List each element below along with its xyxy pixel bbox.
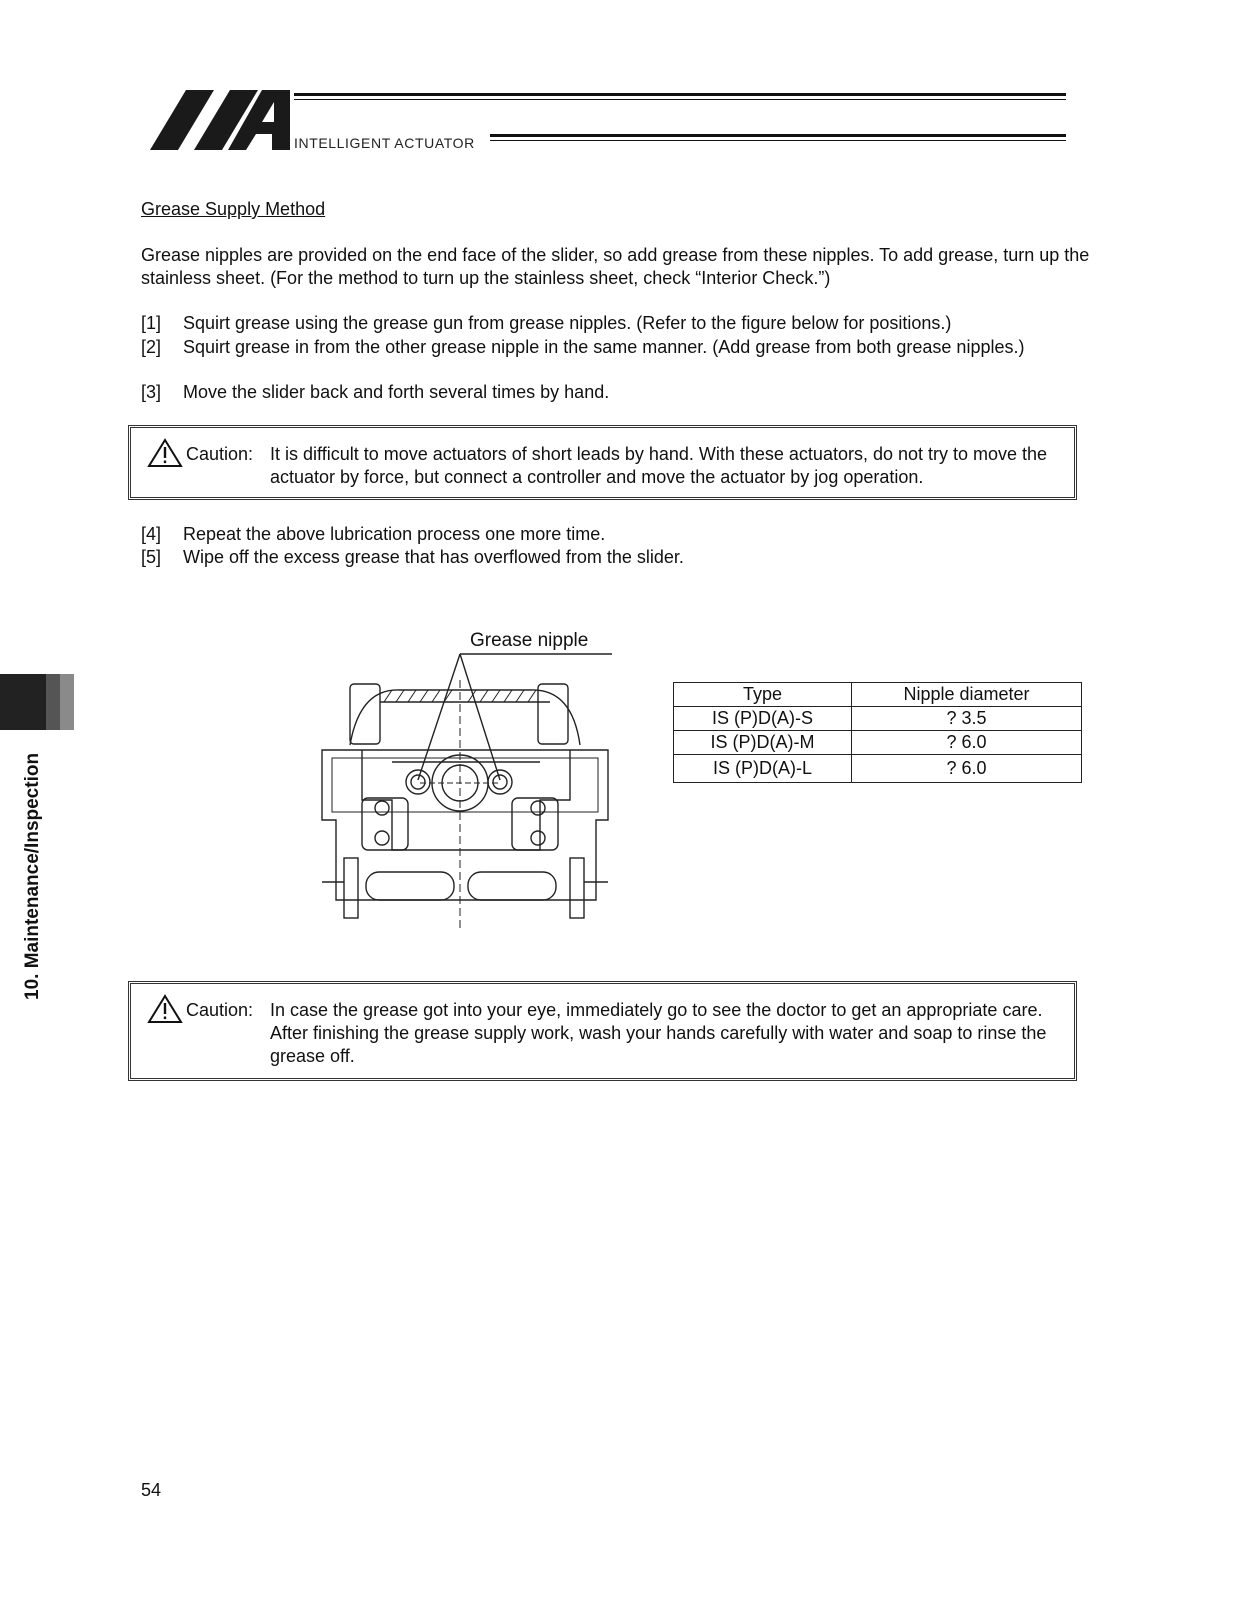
slider-end-face-diagram — [300, 650, 630, 935]
table-cell: IS (P)D(A)-M — [674, 731, 852, 755]
column-header: Type — [674, 683, 852, 707]
brand-name: INTELLIGENT ACTUATOR — [294, 135, 475, 151]
step-number: [4] — [141, 524, 162, 544]
step-number: [2] — [141, 337, 162, 357]
chapter-label: 10. Maintenance/Inspection — [22, 752, 43, 1000]
chapter-tab-shade-light — [60, 674, 74, 730]
step-number: [3] — [141, 382, 162, 402]
chapter-tab-shade — [46, 674, 60, 730]
step-number: [1] — [141, 313, 162, 333]
caution-box — [128, 981, 1077, 1081]
figure-label: Grease nipple — [470, 630, 589, 651]
table-cell: IS (P)D(A)-S — [674, 707, 852, 731]
step-text: Squirt grease in from the other grease nipple in the same manner. (Add grease from both grease nipples.) — [183, 337, 1025, 357]
intro-paragraph: Grease nipples are provided on the end face of the slider, so add grease from these nipples. To add grease, turn up the stainless sheet. (For the method to turn up the stainless sheet, check “Interior Check.”) — [141, 245, 1090, 288]
warning-icon — [147, 438, 183, 468]
step-text: Wipe off the excess grease that has overflowed from the slider. — [183, 547, 684, 567]
caution-label: Caution: — [186, 1000, 254, 1020]
section-title: Grease Supply Method — [141, 199, 326, 219]
step-text: Squirt grease using the grease gun from grease nipples. (Refer to the figure below for positions.) — [183, 313, 952, 333]
table-row — [674, 731, 1082, 755]
column-header: Nipple diameter — [852, 683, 1082, 707]
iai-logo — [150, 90, 292, 152]
header-rule-bottom-thin — [490, 140, 1066, 141]
step-text: Repeat the above lubrication process one more time. — [183, 524, 606, 544]
nipple-spec-table — [673, 682, 1082, 783]
caution-text: It is difficult to move actuators of short leads by hand. With these actuators, do not try to move the actuator by force, but connect a controller and move the actuator by jog operation. — [270, 444, 1048, 487]
header-rule-top — [294, 93, 1066, 96]
table-cell: ? 6.0 — [852, 731, 1082, 755]
header-rule-bottom — [490, 134, 1066, 137]
step-text: Move the slider back and forth several times by hand. — [183, 382, 610, 402]
caution-text: In case the grease got into your eye, immediately go to see the doctor to get an appropriate care. After finishing the grease supply work, wash your hands carefully with water and soap to rinse the grease off. — [270, 1000, 1047, 1066]
table-cell: ? 6.0 — [852, 755, 1082, 783]
page-number: 54 — [141, 1480, 162, 1500]
table-row — [674, 755, 1082, 783]
warning-icon — [147, 994, 183, 1024]
table-cell: ? 3.5 — [852, 707, 1082, 731]
caution-label: Caution: — [186, 444, 254, 464]
table-header-row — [674, 683, 1082, 707]
table-cell: IS (P)D(A)-L — [674, 755, 852, 783]
chapter-tab — [0, 674, 46, 730]
step-number: [5] — [141, 547, 162, 567]
caution-box — [128, 425, 1077, 500]
table-row — [674, 707, 1082, 731]
header-rule-top-thin — [294, 99, 1066, 100]
